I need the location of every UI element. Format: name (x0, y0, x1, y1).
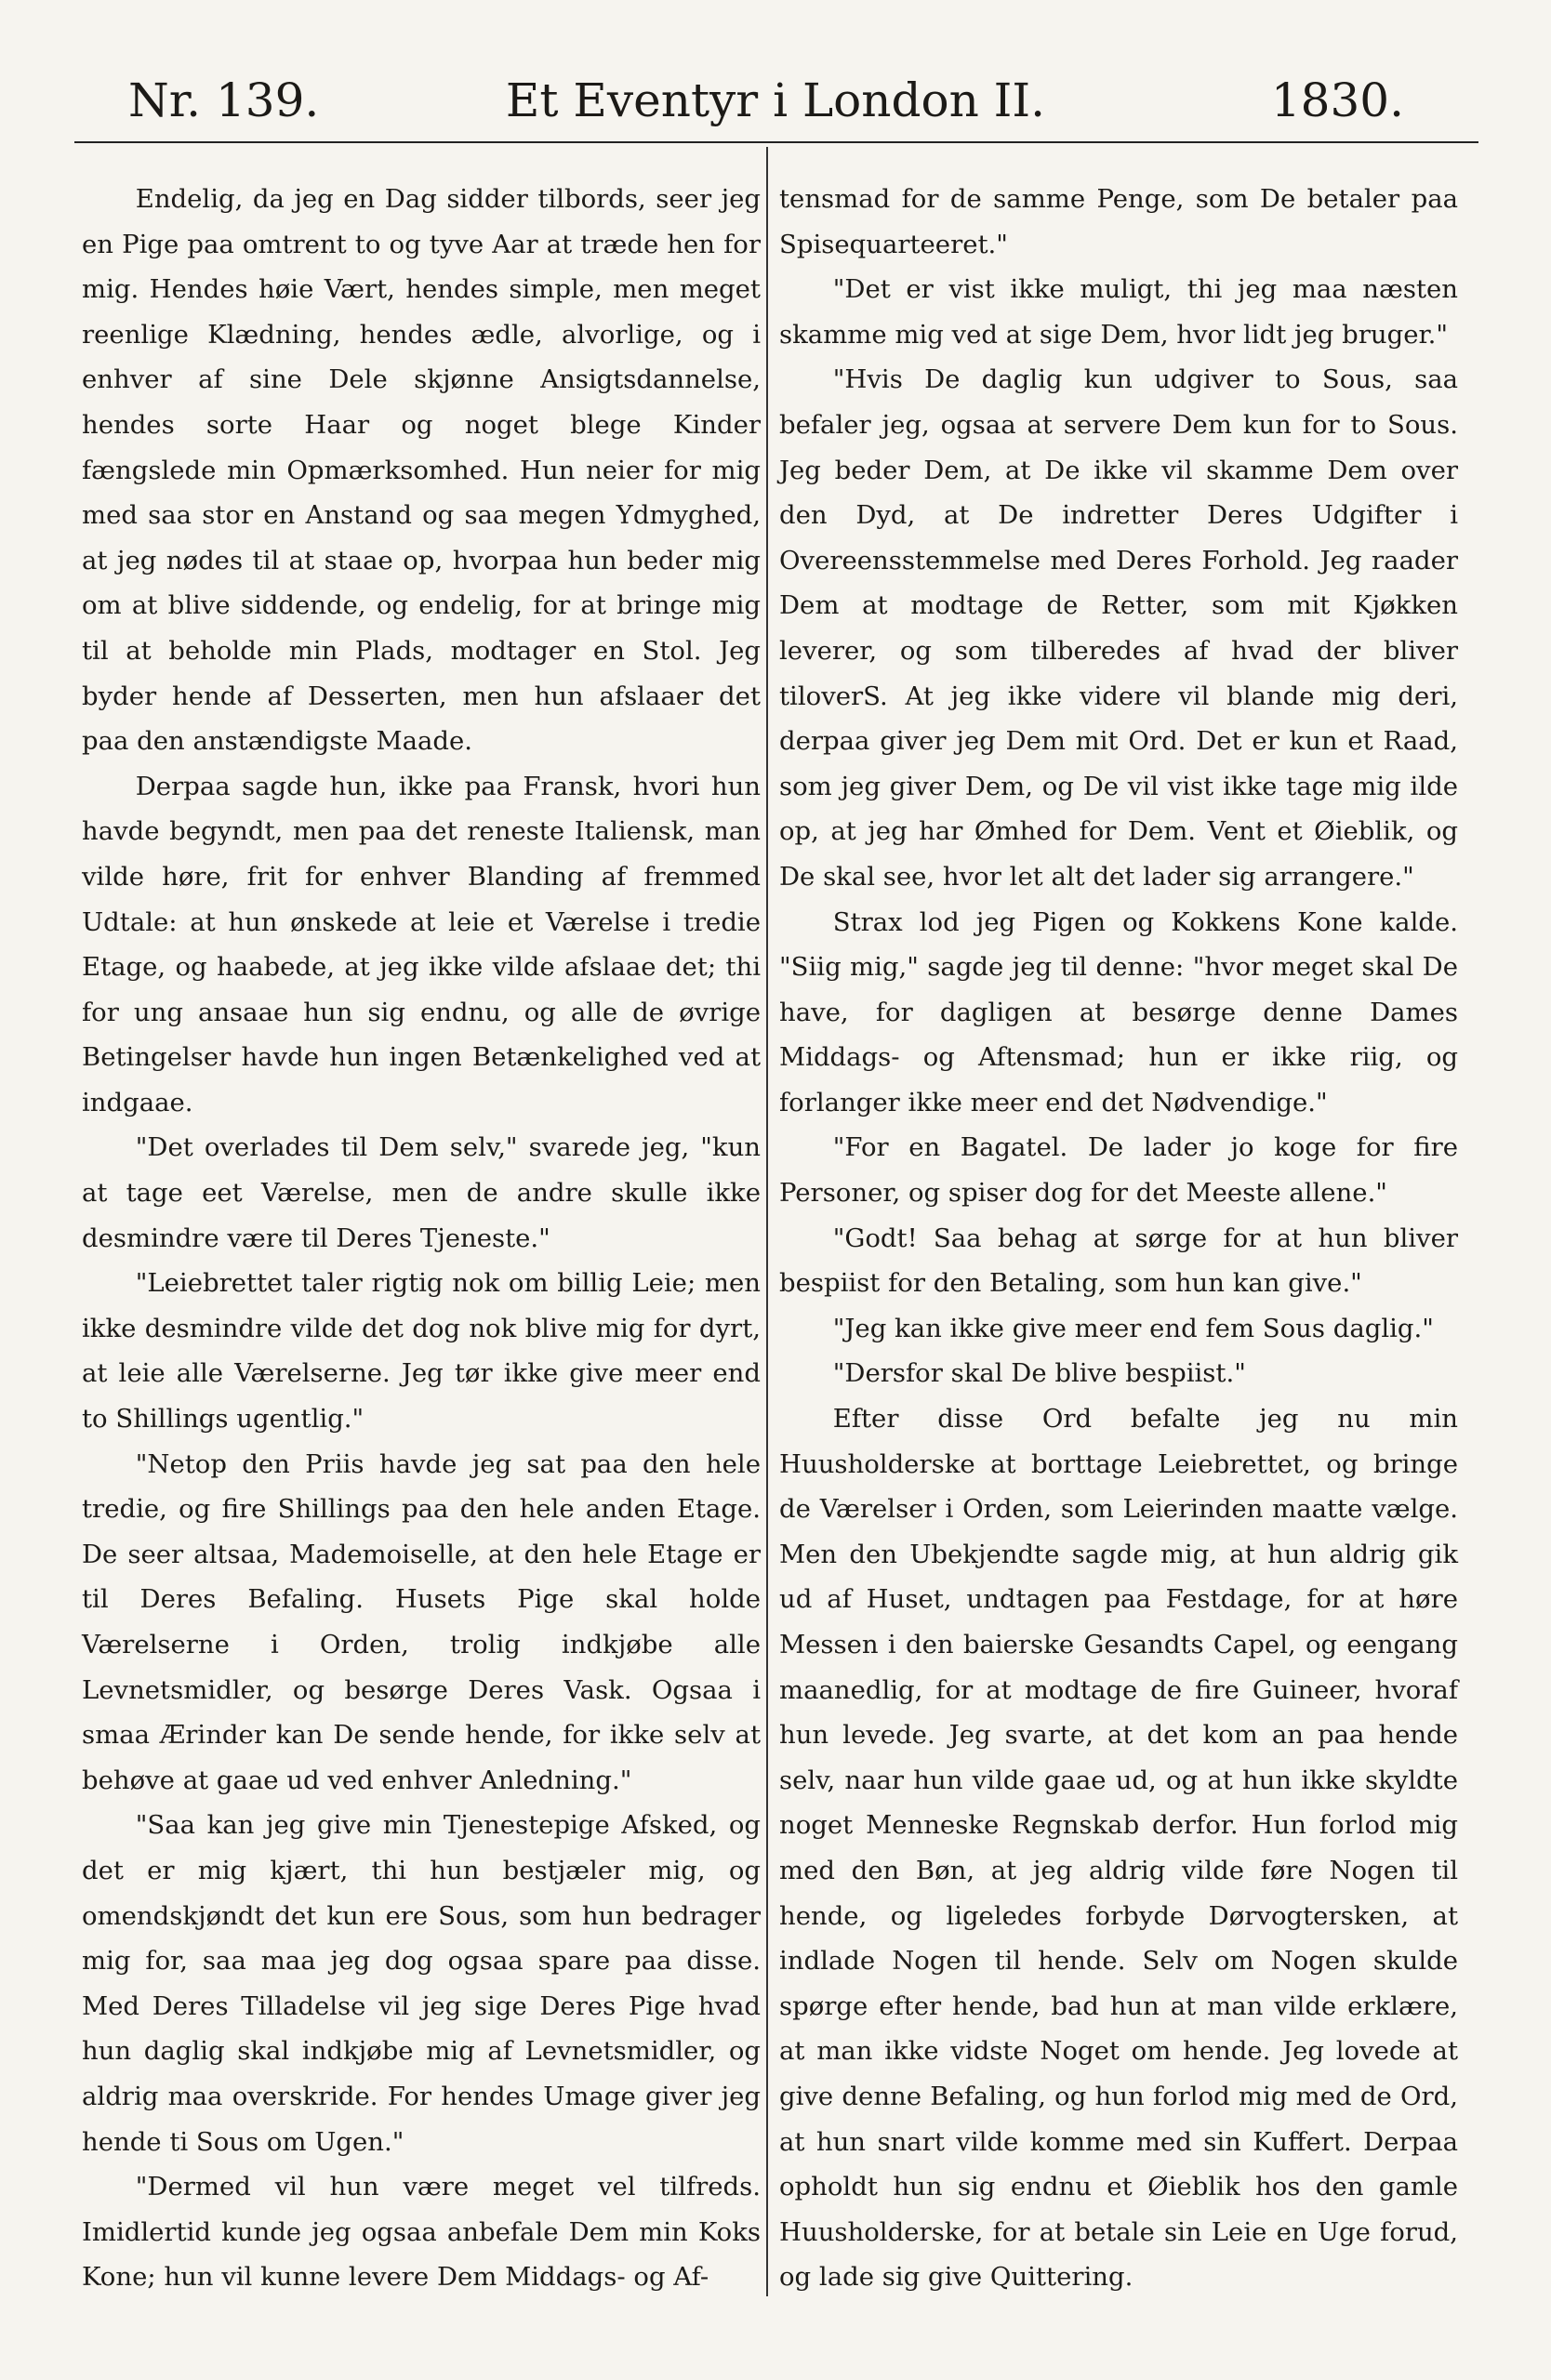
paragraph: Strax lod jeg Pigen og Kokkens Kone kalde. "Siig mig," sagde jeg til denne: "hvor meget skal De have, for dagligen at besørge denne Dames Middags- og Aftensmad; hun er ikke riig, og forlanger ikke meer end det Nødvendige." (779, 906, 1458, 1117)
paragraph: "Leiebrettet taler rigtig nok om billig Leie; men ikke desmindre vilde det dog nok blive mig for dyrt, at leie alle Værelserne. Jeg tør ikke give meer end to Shillings ugentlig." (82, 1268, 761, 1435)
paragraph: "For en Bagatel. De lader jo koge for fire Personer, og spiser dog for det Meeste allene." (779, 1132, 1458, 1209)
issue-year: 1830. (1270, 73, 1404, 127)
paragraph: "Netop den Priis havde jeg sat paa den hele tredie, og fire Shillings paa den hele anden Etage. De seer altsaa, Mademoiselle, at den hele Etage er til Deres Befaling. Husets Pige skal holde Værelserne i Orden, trolig indkjøbe alle Levnetsmidler, og besørge Deres Vask. Ogsaa i smaa Ærinder kan De sende hende, for ikke selv at behøve at gaae ud ved enhver Anledning." (82, 1448, 761, 1795)
paragraph: "Hvis De daglig kun udgiver to Sous, saa befaler jeg, ogsaa at servere Dem kun for to Sous. Jeg beder Dem, at De ikke vil skamme Dem over den Dyd, at De indretter Deres Udgifter i Overeensstemmelse med Deres Forhold. Jeg raader Dem at modtage de Retter, som mit Kjøkken leverer, og som tilberedes af hvad der bliver tiloverS. At jeg ikke videre vil blande mig deri, derpaa giver jeg Dem mit Ord. Det er kun et Raad, som jeg giver Dem, og De vil vist ikke tage mig ilde op, at jeg har Ømhed for Dem. Vent et Øieblik, og De skal see, hvor let alt det lader sig arrangere." (779, 364, 1458, 892)
left-column (82, 177, 761, 2300)
paragraph: "Dermed vil hun være meget vel tilfreds. Imidlertid kunde jeg ogsaa anbefale Dem min Koks Kone; hun vil kunne levere Dem Middags- og Af- (82, 2172, 761, 2293)
paragraph: "Jeg kan ikke give meer end fem Sous daglig." (832, 1313, 1434, 1343)
issue-number: Nr. 139. (128, 73, 320, 127)
header-rule (74, 141, 1478, 143)
page-title: Et Eventyr i London II. (505, 73, 1046, 127)
column-divider (766, 147, 768, 2296)
paragraph: "Det er vist ikke muligt, thi jeg maa næsten skamme mig ved at sige Dem, hvor lidt jeg bruger." (779, 274, 1458, 350)
paragraph: "Saa kan jeg give min Tjenestepige Afsked, og det er mig kjært, thi hun bestjæler mig, og omendskjøndt det kun ere Sous, som hun bedrager mig for, saa maa jeg dog ogsaa spare paa disse. Med Deres Tilladelse vil jeg sige Deres Pige hvad hun daglig skal indkjøbe mig af Levnetsmidler, og aldrig maa overskride. For hendes Umage giver jeg hende ti Sous om Ugen." (82, 1810, 761, 2157)
paragraph: Derpaa sagde hun, ikke paa Fransk, hvori hun havde begyndt, men paa det reneste Italiensk, man vilde høre, frit for enhver Blanding af fremmed Udtale: at hun ønskede at leie et Værelse i tredie Etage, og haabede, at jeg ikke vilde afslaae det; thi for ung ansaae hun sig endnu, og alle de øvrige Betingelser havde hun ingen Betænkelighed ved at indgaae. (82, 771, 761, 1117)
paragraph: "Det overlades til Dem selv," svarede jeg, "kun at tage eet Værelse, men de andre skulle ikke desmindre være til Deres Tjeneste." (82, 1132, 761, 1253)
paragraph: Endelig, da jeg en Dag sidder tilbords, seer jeg en Pige paa omtrent to og tyve Aar at træde hen for mig. Hendes høie Vært, hendes simple, men meget reenlige Klædning, hendes ædle, alvorlige, og i enhver af sine Dele skjønne Ansigtsdannelse, hendes sorte Haar og noget blege Kinder fængslede min Opmærksomhed. Hun neier for mig med saa stor en Anstand og saa megen Ydmyghed, at jeg nødes til at staae op, hvorpaa hun beder mig om at blive siddende, og endelig, for at bringe mig til at beholde min Plads, modtager en Stol. Jeg byder hende af Desserten, men hun afslaaer det paa den anstændigste Maade. (82, 184, 761, 757)
page-header (0, 0, 1551, 139)
paragraph: "Dersfor skal De blive bespiist." (832, 1358, 1246, 1389)
paragraph-continued: tensmad for de samme Penge, som De betaler paa Spisequarteeret." (779, 184, 1458, 259)
paragraph: Efter disse Ord befalte jeg nu min Huusholderske at borttage Leiebrettet, og bringe de Værelser i Orden, som Leierinden maatte vælge. Men den Ubekjendte sagde mig, at hun aldrig gik ud af Huset, undtagen paa Festdage, for at høre Messen i den baierske Gesandts Capel, og eengang maanedlig, for at modtage de fire Guineer, hvoraf hun levede. Jeg svarte, at det kom an paa hende selv, naar hun vilde gaae ud, og at hun ikke skyldte noget Menneske Regnskab derfor. Hun forlod mig med den Bøn, at jeg aldrig vilde føre Nogen til hende, og ligeledes forbyde Dørvogtersken, at indlade Nogen til hende. Selv om Nogen skulde spørge efter hende, bad hun at man vilde erklære, at man ikke vidste Noget om hende. Jeg lovede at give denne Befaling, og hun forlod mig med de Ord, at hun snart vilde komme med sin Kuffert. Derpaa opholdt hun sig endnu et Øieblik hos den gamle Huusholderske, for at betale sin Leie en Uge forud, og lade sig give Quittering. (779, 1404, 1458, 2293)
paragraph: "Godt! Saa behag at sørge for at hun bliver bespiist for den Betaling, som hun kan give." (779, 1223, 1458, 1299)
right-column (779, 177, 1458, 2300)
